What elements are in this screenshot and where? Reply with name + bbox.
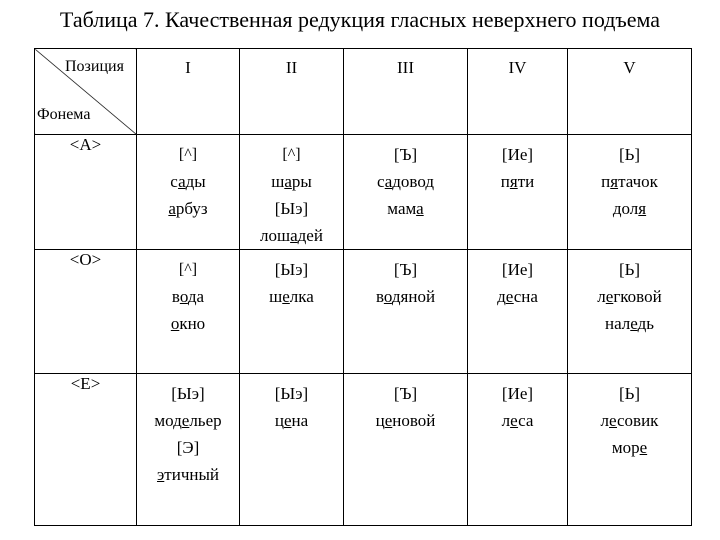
cell xyxy=(137,135,240,250)
word-part: л xyxy=(600,411,610,430)
transcription-symbol: [Ь] xyxy=(618,145,641,164)
cell xyxy=(344,250,468,374)
cell-content xyxy=(344,250,467,310)
phoneme-a: <А> xyxy=(35,135,137,250)
cell-content xyxy=(240,250,343,310)
word-part: ц xyxy=(274,411,284,430)
cell xyxy=(568,250,692,374)
word-part: кно xyxy=(179,314,206,333)
word-part: лош xyxy=(260,226,291,245)
word-part: нал xyxy=(604,314,631,333)
word-part: с xyxy=(376,172,385,191)
cell xyxy=(344,374,468,526)
word-part: с xyxy=(170,172,179,191)
word-part: п xyxy=(500,172,510,191)
stressed-vowel: а xyxy=(168,199,176,218)
cell-content xyxy=(344,374,467,434)
stressed-vowel: е xyxy=(282,287,290,306)
transcription-symbol: [Ие] xyxy=(501,145,534,164)
example-word xyxy=(275,407,308,434)
cell xyxy=(137,374,240,526)
word-part: ти xyxy=(517,172,535,191)
stressed-vowel: е xyxy=(609,411,617,430)
example-word xyxy=(377,168,434,195)
word-part: да xyxy=(187,287,205,306)
word-part: в xyxy=(171,287,180,306)
stressed-vowel: я xyxy=(638,199,647,218)
transcription-symbol: [Ие] xyxy=(501,260,534,279)
word-part: лка xyxy=(289,287,314,306)
transcription-symbol: [^] xyxy=(282,146,301,163)
row-e xyxy=(35,374,692,526)
word-part: дей xyxy=(297,226,323,245)
cell xyxy=(240,250,344,374)
word-part: л xyxy=(501,411,511,430)
stressed-vowel: е xyxy=(283,411,292,430)
cell-content xyxy=(240,374,343,434)
stressed-vowel: а xyxy=(178,172,186,191)
stressed-vowel: а xyxy=(416,199,424,218)
example-word xyxy=(271,168,312,195)
transcription-symbol: [Ыэ] xyxy=(274,260,309,279)
example-word xyxy=(260,222,323,249)
transcription-symbol: [Ыэ] xyxy=(274,384,309,403)
cell xyxy=(240,135,344,250)
word-part: мор xyxy=(611,438,640,457)
stressed-vowel: э xyxy=(157,465,165,484)
example-word xyxy=(269,283,314,310)
cell-content xyxy=(468,135,567,195)
cell-content xyxy=(468,250,567,310)
transcription-symbol: [Э] xyxy=(176,438,200,457)
example-word xyxy=(597,283,661,310)
stressed-vowel: о xyxy=(170,314,180,333)
transcription-symbol: [^] xyxy=(178,146,198,163)
row-a xyxy=(35,135,692,250)
cell-content xyxy=(468,374,567,434)
cell xyxy=(240,374,344,526)
column-header-iv: IV xyxy=(468,49,568,135)
stressed-vowel: а xyxy=(284,172,292,191)
stressed-vowel: я xyxy=(509,172,518,191)
word-part: тачок xyxy=(618,172,658,191)
word-part: п xyxy=(601,172,611,191)
word-part: са xyxy=(518,411,534,430)
word-part: дяной xyxy=(391,287,436,306)
example-word xyxy=(172,283,204,310)
phoneme-o: <О> xyxy=(35,250,137,374)
transcription-symbol: [Ие] xyxy=(501,384,534,403)
example-word xyxy=(154,407,221,434)
stressed-vowel: о xyxy=(383,287,392,306)
stressed-vowel: е xyxy=(630,314,638,333)
example-word xyxy=(497,283,538,310)
word-part: д xyxy=(497,287,506,306)
header-corner-cell xyxy=(35,49,137,135)
transcription-symbol: [^] xyxy=(178,261,198,278)
stressed-vowel: о xyxy=(179,287,188,306)
word-part: мод xyxy=(154,411,182,430)
word-part: л xyxy=(597,287,606,306)
word-part: гковой xyxy=(613,287,662,306)
column-header-i: I xyxy=(137,49,240,135)
transcription-symbol: [Ь] xyxy=(618,384,641,403)
word-part: совик xyxy=(617,411,659,430)
word-part: на xyxy=(291,411,309,430)
example-word xyxy=(376,283,435,310)
phoneme-e: <Е> xyxy=(35,374,137,526)
cell-content xyxy=(137,135,239,222)
cell-content xyxy=(568,374,691,461)
example-word xyxy=(601,407,659,434)
cell xyxy=(568,374,692,526)
stressed-vowel: е xyxy=(181,411,190,430)
word-part: ш xyxy=(271,172,285,191)
cell-content xyxy=(568,250,691,337)
word-part: тичный xyxy=(164,465,219,484)
transcription-symbol: [Ыэ] xyxy=(274,199,309,218)
stressed-vowel: я xyxy=(610,172,619,191)
word-part: дол xyxy=(612,199,639,218)
example-word xyxy=(157,461,219,488)
transcription-symbol: [Ъ] xyxy=(393,384,418,403)
cell-content xyxy=(137,250,239,337)
cell xyxy=(568,135,692,250)
cell xyxy=(468,250,568,374)
stressed-vowel: е xyxy=(605,287,614,306)
word-part: довод xyxy=(392,172,435,191)
word-part: льер xyxy=(189,411,222,430)
example-word xyxy=(387,195,423,222)
word-part: сна xyxy=(513,287,538,306)
example-word xyxy=(601,168,658,195)
example-word xyxy=(613,195,646,222)
position-label: Позиция xyxy=(65,58,124,75)
cell-content xyxy=(568,135,691,222)
row-o xyxy=(35,250,692,374)
stressed-vowel: е xyxy=(384,411,393,430)
example-word xyxy=(168,195,207,222)
word-part: дь xyxy=(637,314,654,333)
reduction-table xyxy=(34,48,692,526)
stressed-vowel: а xyxy=(384,172,393,191)
table-title: Таблица 7. Качественная редукция гласных неверхнего подъема xyxy=(59,7,661,32)
transcription-symbol: [Ъ] xyxy=(393,145,418,164)
stressed-vowel: а xyxy=(290,226,298,245)
phoneme-label: Фонема xyxy=(37,106,91,123)
word-part: ры xyxy=(291,172,312,191)
column-header-iii: III xyxy=(344,49,468,135)
column-header-ii: II xyxy=(240,49,344,135)
header-row xyxy=(35,49,692,135)
cell-content xyxy=(240,135,343,249)
word-part: в xyxy=(375,287,384,306)
cell xyxy=(468,374,568,526)
example-word xyxy=(612,434,647,461)
example-word xyxy=(171,310,205,337)
word-part: новой xyxy=(392,411,436,430)
stressed-vowel: е xyxy=(510,411,519,430)
transcription-symbol: [Ь] xyxy=(618,260,641,279)
cell-content xyxy=(344,135,467,222)
cell xyxy=(137,250,240,374)
word-part: ды xyxy=(185,172,206,191)
word-part: мам xyxy=(387,199,417,218)
word-part: ц xyxy=(375,411,385,430)
word-part: ш xyxy=(269,287,283,306)
column-header-v: V xyxy=(568,49,692,135)
example-word xyxy=(502,407,534,434)
transcription-symbol: [Ыэ] xyxy=(171,384,205,403)
cell xyxy=(344,135,468,250)
example-word xyxy=(170,168,205,195)
cell xyxy=(468,135,568,250)
example-word xyxy=(501,168,534,195)
stressed-vowel: е xyxy=(505,287,514,306)
transcription-symbol: [Ъ] xyxy=(393,260,418,279)
stressed-vowel: е xyxy=(639,438,648,457)
example-word xyxy=(376,407,436,434)
example-word xyxy=(605,310,654,337)
word-part: рбуз xyxy=(175,199,208,218)
cell-content xyxy=(137,374,239,488)
